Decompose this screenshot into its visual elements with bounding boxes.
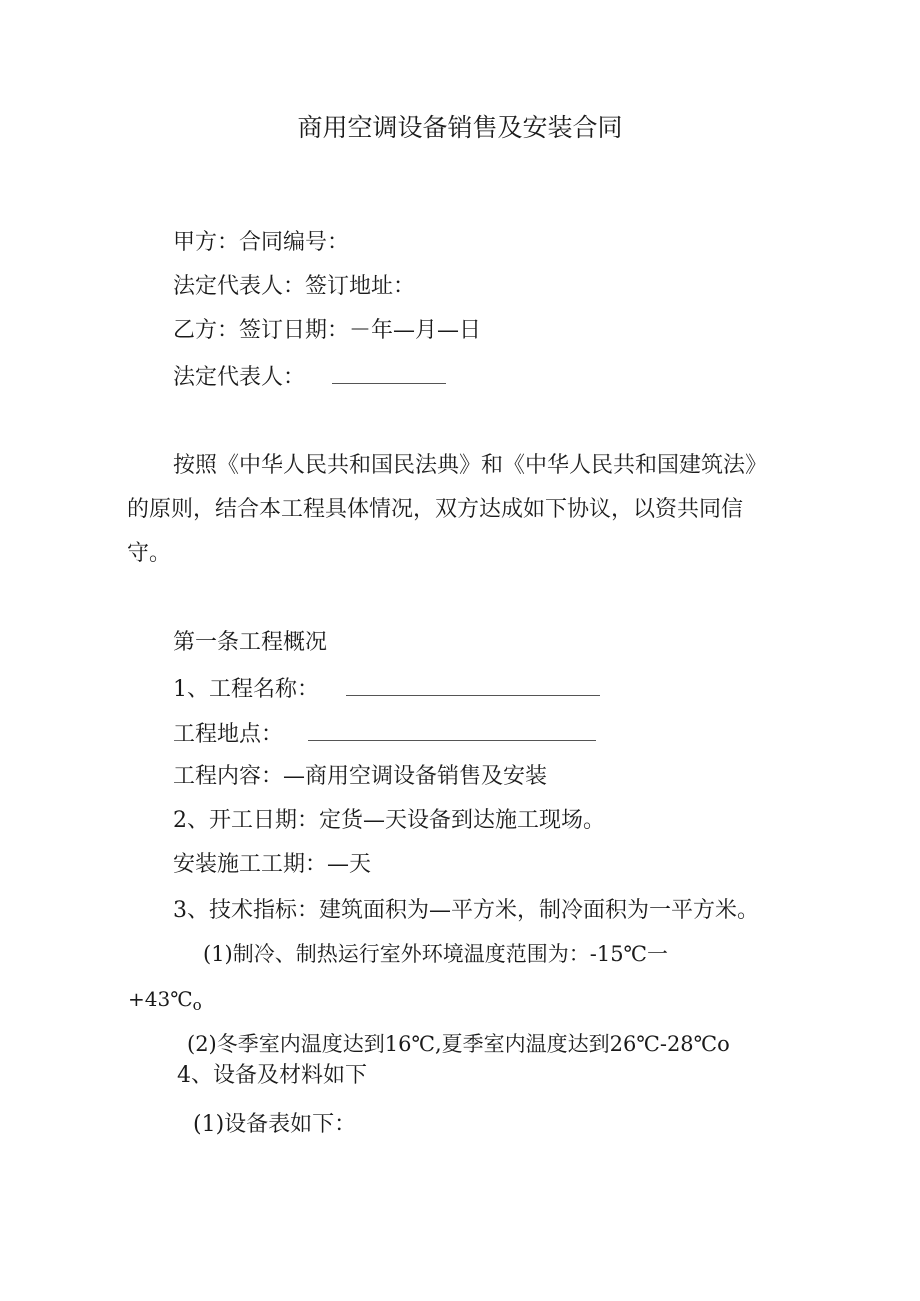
document-title: 商用空调设备销售及安装合同 <box>297 113 623 142</box>
install-period-line: 安装施工工期：—天 <box>173 852 372 877</box>
project-location-line <box>173 718 596 750</box>
spec-1-temp: +43℃ <box>128 987 193 1011</box>
legal-rep-blank <box>332 361 446 384</box>
project-name-blank <box>346 673 600 696</box>
project-name-line <box>173 673 600 705</box>
legal-rep-line-2 <box>173 361 446 393</box>
spec-1-line-1: (1)制冷、制热运行室外环境温度范围为：-15℃一 <box>203 942 669 966</box>
start-date-line: 2、开工日期：定货—天设备到达施工现场。 <box>173 808 605 833</box>
project-name-label: 1、工程名称： <box>173 677 319 702</box>
equipment-table-heading: (1)设备表如下： <box>193 1112 357 1137</box>
party-a-line: 甲方：合同编号： <box>173 230 350 255</box>
equipment-heading: 4、设备及材料如下 <box>177 1063 367 1088</box>
preamble-line-3: 守。 <box>127 541 172 566</box>
project-location-blank <box>308 718 596 741</box>
party-b-line: 乙方：签订日期：－年—月—日 <box>173 318 482 343</box>
legal-rep-line-1: 法定代表人：签订地址： <box>173 274 416 299</box>
preamble-line-1: 按照《中华人民共和国民法典》和《中华人民共和国建筑法》 <box>173 453 768 478</box>
project-content-line: 工程内容：—商用空调设备销售及安装 <box>173 764 548 789</box>
spec-2-line: (2)冬季室内温度达到16℃,夏季室内温度达到26℃-28℃o <box>187 1032 730 1056</box>
spec-1-suffix: o <box>192 996 202 1014</box>
tech-specs-line: 3、技术指标：建筑面积为—平方米，制冷面积为一平方米。 <box>173 898 759 923</box>
spec-1-line-2 <box>128 984 202 1016</box>
legal-rep-label: 法定代表人： <box>173 365 306 390</box>
preamble-line-2: 的原则，结合本工程具体情况，双方达成如下协议，以资共同信 <box>127 497 744 522</box>
article-1-heading: 第一条工程概况 <box>173 630 328 655</box>
project-location-label: 工程地点： <box>173 722 284 747</box>
